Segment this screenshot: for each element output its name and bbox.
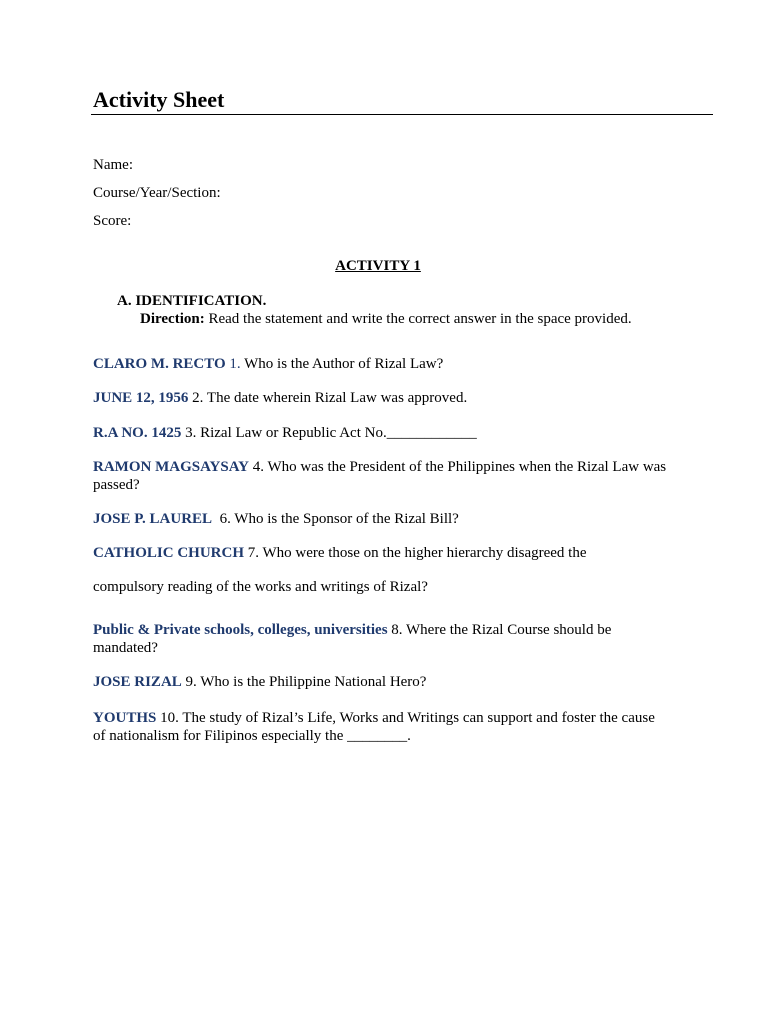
- question-item-4: [93, 458, 668, 494]
- question-text: Who is the Sponsor of the Rizal Bill?: [230, 511, 459, 527]
- question-item-9: [93, 673, 668, 691]
- question-text: The study of Rizal’s Life, Works and Writings can support and foster the cause of nationalism for Filipinos especially the ________.: [93, 710, 655, 744]
- question-item-10: [93, 709, 668, 745]
- direction-body: Read the statement and write the correct answer in the space provided.: [204, 311, 632, 327]
- question-text: Who was the President of the Philippines when the Rizal Law was passed?: [93, 459, 667, 493]
- score-field-label: Score:: [93, 213, 132, 229]
- direction-label: Direction:: [140, 311, 205, 327]
- question-item-2: [93, 389, 668, 407]
- question-number: 8.: [387, 622, 403, 638]
- question-number: 4.: [249, 459, 264, 475]
- answer-text: YOUTHS: [93, 710, 157, 726]
- name-field-label: Name:: [93, 157, 133, 173]
- answer-text: R.A NO. 1425: [93, 425, 182, 441]
- title-underline-rule: [91, 114, 713, 115]
- answer-text: CLARO M. RECTO: [93, 356, 226, 372]
- question-number: 3.: [181, 425, 197, 441]
- question-text: Rizal Law or Republic Act No.____________: [196, 425, 477, 441]
- answer-text: Public & Private schools, colleges, universities: [93, 622, 388, 638]
- section-heading: A. IDENTIFICATION.: [117, 293, 267, 309]
- page-title: Activity Sheet: [93, 87, 225, 112]
- answer-text: JOSE RIZAL: [93, 674, 182, 690]
- question-number: 2.: [188, 390, 204, 406]
- answer-text: JOSE P. LAUREL: [93, 511, 213, 527]
- question-number: 9.: [181, 674, 197, 690]
- question-text: Who is the Philippine National Hero?: [196, 674, 427, 690]
- direction-text: [140, 310, 632, 328]
- answer-text: CATHOLIC CHURCH: [93, 545, 244, 561]
- question-text: Who were those on the higher hierarchy disagreed the: [258, 545, 587, 561]
- question-number: 1.: [225, 356, 241, 372]
- question-item-7-continuation: compulsory reading of the works and writings of Rizal?: [93, 579, 428, 595]
- answer-text: RAMON MAGSAYSAY: [93, 459, 249, 475]
- question-text: The date wherein Rizal Law was approved.: [203, 390, 468, 406]
- question-number: 10.: [156, 710, 179, 726]
- question-item-1: [93, 355, 668, 373]
- question-number: 7.: [243, 545, 259, 561]
- question-item-7: [93, 544, 668, 562]
- question-text: Where the Rizal Course should be mandated?: [93, 622, 612, 656]
- question-item-6: [93, 510, 668, 528]
- answer-text: JUNE 12, 1956: [93, 390, 189, 406]
- course-field-label: Course/Year/Section:: [93, 185, 221, 201]
- question-item-8: [93, 621, 668, 657]
- question-item-3: [93, 424, 668, 442]
- question-text: Who is the Author of Rizal Law?: [240, 356, 444, 372]
- question-number: 6.: [212, 511, 231, 527]
- activity-heading: ACTIVITY 1: [335, 258, 421, 274]
